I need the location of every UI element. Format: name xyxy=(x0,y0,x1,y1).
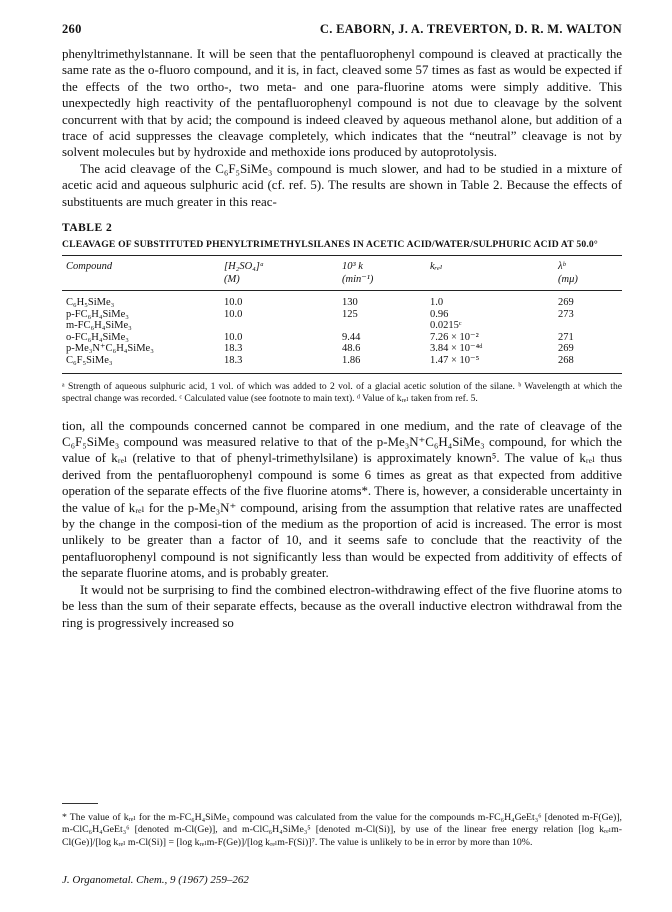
col-unit: (M) xyxy=(220,273,338,291)
col-header: Compound xyxy=(62,256,220,274)
table-header-row xyxy=(62,256,622,274)
table-cell: 271 xyxy=(558,331,574,343)
table-cell: 0.0215ᶜ xyxy=(430,320,462,332)
table-cell: 273 xyxy=(558,308,574,320)
col-unit xyxy=(426,273,554,291)
table-cell: 18.3 xyxy=(220,355,338,373)
table-units-row xyxy=(62,273,622,291)
paragraph-1: phenyltrimethylstannane. It will be seen that the pentafluorophenyl compound is cleaved at practically the same rate as the o-fluoro compound, and it is, in fact, cleaved some 57 times as fast as would be expected if the effects of the two ortho-, two meta- and one para-fluorine atoms were simply additive. This unexpectedly high reactivity of the pentafluorophenyl compound is not due to cleavage by the solvent concurrent with that by acid; the compound is indeed cleaved by aqueous methanol alone, but addition of a trace of acid suppresses the cleavage completely, which indicates that the “neutral” cleavage is not by solvent molecules but by hydroxide and methoxide ions produced by autoprotolysis. xyxy=(62,47,622,160)
col-header: kᵣₑₗ xyxy=(426,256,554,274)
col-unit xyxy=(62,273,220,291)
table-cell xyxy=(338,320,426,332)
footnote: * The value of kᵣₑₗ for the m-FC₆H₄SiMe₃ compound was calculated from the value for the compounds m-FC₆H₄GeEt₃⁶ [denoted m-F(Ge)], m-ClC₆H₄GeEt₃⁶ [denoted m-Cl(Ge)], and m-ClC₆H₄SiMe₃⁵ [denoted m-Cl(Si)], by use of the linear free energy relation [log kᵣₑₗm-Cl(Ge)]/[log kᵣₑₗ m-Cl(Si)] = [log kᵣₑₗm-F(Ge)]/[log kᵣₑₗm-F(Si)]⁷. The value is unlikely to be in error by more than 10%. xyxy=(62,812,622,848)
table-row xyxy=(62,343,622,355)
running-authors: C. EABORN, J. A. TREVERTON, D. R. M. WALTON xyxy=(319,22,622,36)
table-cell: 48.6 xyxy=(342,343,361,355)
table-notes: ᵃ Strength of aqueous sulphuric acid, 1 vol. of which was added to 2 vol. of a glacial acetic solution of the silane. ᵇ Wavelength at which the spectral change was recorded. ᶜ Calculated value (see footnote to main text). ᵈ Value of kᵣₑₗ taken from ref. 5. xyxy=(62,380,622,405)
table-cell: 9.44 xyxy=(342,331,361,343)
table-caption: CLEAVAGE OF SUBSTITUTED PHENYLTRIMETHYLSILANES IN ACETIC ACID/WATER/SULPHURIC ACID AT 50.0° xyxy=(62,239,598,251)
table-cell: p-Me₃N⁺C₆H₄SiMe₃ xyxy=(66,343,154,355)
paragraph-3: tion, all the compounds concerned cannot be compared in one medium, and the rate of cleavage of the C₆F₅SiMe₃ compound was measured relative to that of the p-Me₃N⁺C₆H₄SiMe₃ compound, for which the value of kᵣₑₗ (relative to that of phenyl-trimethylsilane) is approximately known⁵. The value of kᵣₑₗ thus derived from the pentafluorophenyl compound is some 6 times as great as that expected from additive operation of the separate effects of the five fluorine atoms*. There is, however, a considerable uncertainty in the value of kᵣₑₗ for the p-Me₃N⁺ compound, arising from the assumption that relative rates are unaffected by the change in the composi-tion of the medium as the proportion of acid is increased. The error is most unlikely to be greater than a factor of 10, and it seems safe to conclude that the reactivity of the pentafluorophenyl compound is not significantly less than would be expected from additivity of effects of the separate fluorine atoms, and is probably greater. xyxy=(62,418,622,581)
table-cell xyxy=(220,320,338,332)
table-cell: 1.86 xyxy=(338,355,426,373)
col-unit: (min⁻¹) xyxy=(338,273,426,291)
paragraph-2: The acid cleavage of the C₆F₅SiMe₃ compound is much slower, and had to be studied in a mixture of acetic acid and aqueous sulphuric acid (cf. ref. 5). The results are shown in Table 2. Because the effects of substituents are much greater in this reac- xyxy=(62,161,622,209)
table-cell: 10.0 xyxy=(224,331,243,343)
table-cell: 268 xyxy=(554,355,622,373)
table-row xyxy=(62,332,622,344)
table-row xyxy=(62,309,622,321)
footnote-rule xyxy=(62,803,98,804)
journal-reference: J. Organometal. Chem., 9 (1967) 259–262 xyxy=(62,874,249,886)
table-cell: 0.96 xyxy=(430,308,449,320)
paragraph-4: It would not be surprising to find the combined electron-withdrawing effect of the five fluorine atoms to be less than the sum of their separate effects, because as the overall inductive electron withdrawal from the ring is progressively increased so xyxy=(62,582,622,630)
table-cell: 1.0 xyxy=(430,297,444,309)
table-cell: 18.3 xyxy=(224,343,243,355)
table-row xyxy=(62,355,622,373)
table-cell: C₆F₅SiMe₃ xyxy=(62,355,220,373)
table-cell: 10.0 xyxy=(224,308,243,320)
table-cell: 1.47 × 10⁻⁵ xyxy=(426,355,554,373)
col-unit: (mμ) xyxy=(554,273,622,291)
table-cell: 3.84 × 10⁻⁴ᵈ xyxy=(430,343,483,355)
table-cell: m-FC₆H₄SiMe₃ xyxy=(66,320,132,332)
table-cell: 7.26 × 10⁻² xyxy=(430,331,479,343)
table-cell: 269 xyxy=(558,343,574,355)
col-header: 10³ k xyxy=(338,256,426,274)
page-number: 260 xyxy=(62,22,82,36)
running-header xyxy=(62,22,622,46)
table-cell: 10.0 xyxy=(224,297,243,309)
table-row xyxy=(62,291,622,309)
table-cell: 130 xyxy=(342,297,358,309)
table-label: TABLE 2 xyxy=(62,222,113,235)
data-table xyxy=(62,255,622,374)
table-cell: 125 xyxy=(342,308,358,320)
table-cell: o-FC₆H₄SiMe₃ xyxy=(66,331,129,343)
page xyxy=(62,22,622,631)
table-row xyxy=(62,320,622,332)
table-cell: 269 xyxy=(558,297,574,309)
table-cell: C₆H₅SiMe₃ xyxy=(66,297,115,309)
col-header: λᵇ xyxy=(554,256,622,274)
table-cell xyxy=(554,320,622,332)
col-header: [H₂SO₄]ᵃ xyxy=(220,256,338,274)
table-cell: p-FC₆H₄SiMe₃ xyxy=(66,308,129,320)
